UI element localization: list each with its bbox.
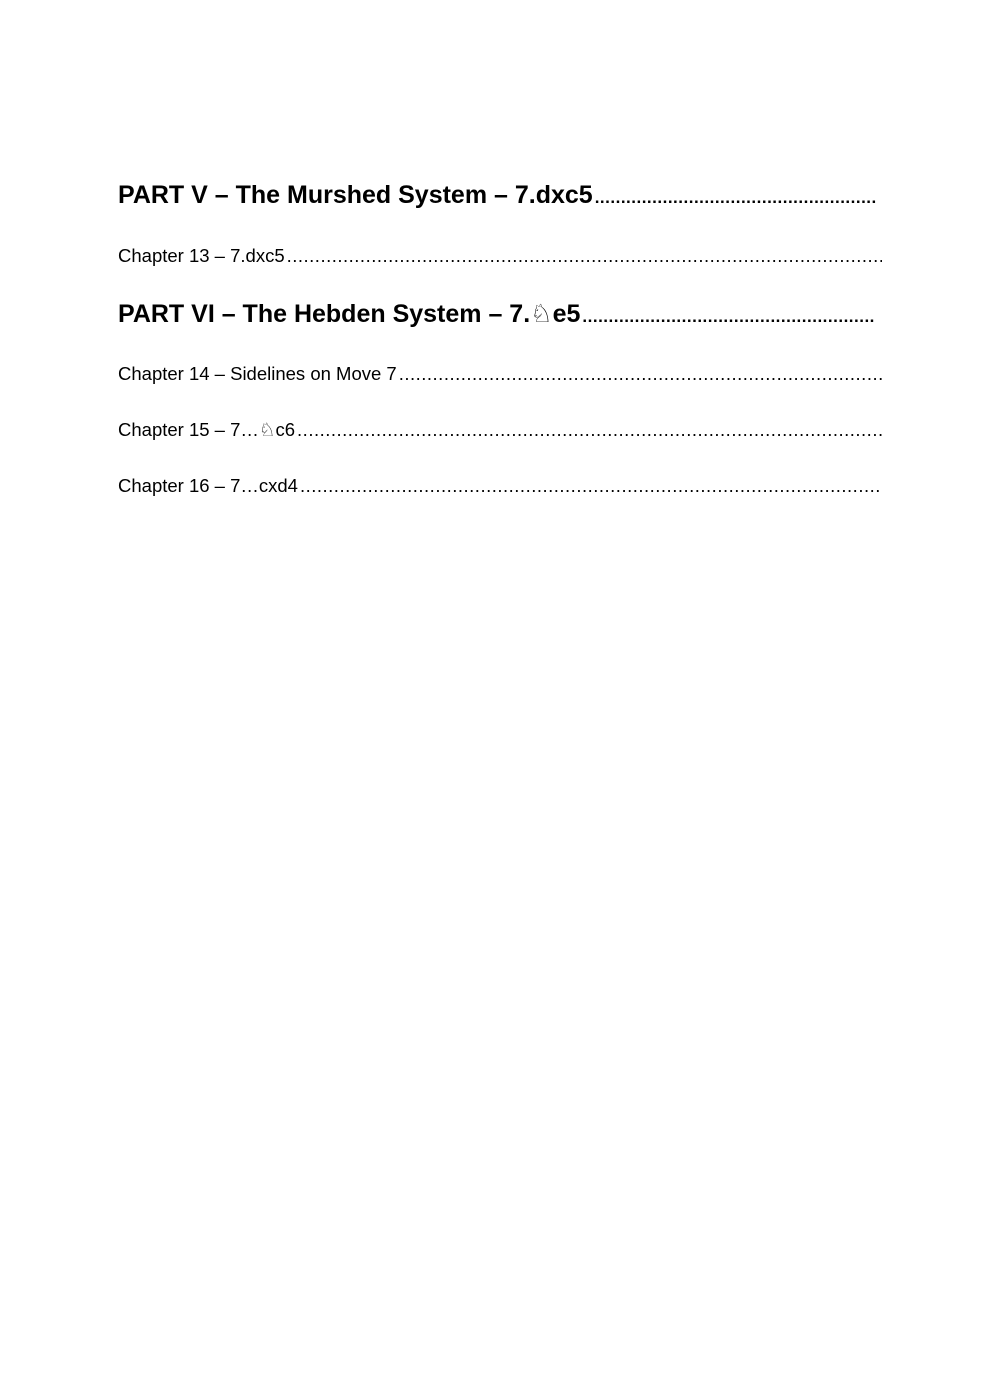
dot-leader [297, 419, 882, 441]
part-title: PART V – The Murshed System – 7.dxc5 [118, 181, 593, 209]
toc-chapter-14[interactable] [118, 363, 882, 385]
dot-leader [582, 307, 876, 327]
chapter-title [118, 419, 295, 441]
toc-chapter-13[interactable] [118, 245, 882, 267]
knight-icon: ♘ [258, 420, 276, 441]
chapter-title-prefix: Chapter 15 – 7… [118, 419, 259, 440]
toc-part-vi[interactable] [118, 299, 882, 329]
dot-leader [399, 363, 882, 385]
knight-icon: ♘ [530, 299, 553, 328]
dot-leader [287, 245, 882, 267]
chapter-title: Chapter 14 – Sidelines on Move 7 [118, 363, 397, 384]
toc-chapter-16[interactable] [118, 475, 882, 497]
part-title-prefix: PART VI – The Hebden System – 7. [118, 300, 531, 328]
part-title-suffix: e5 [552, 300, 581, 328]
part-title [118, 299, 580, 329]
chapter-title: Chapter 13 – 7.dxc5 [118, 245, 285, 266]
chapter-title: Chapter 16 – 7…cxd4 [118, 475, 298, 496]
dot-leader [595, 188, 876, 208]
toc-part-v[interactable] [118, 181, 882, 210]
dot-leader [300, 475, 882, 497]
toc-chapter-15[interactable] [118, 419, 882, 441]
chapter-title-suffix: c6 [275, 419, 296, 440]
